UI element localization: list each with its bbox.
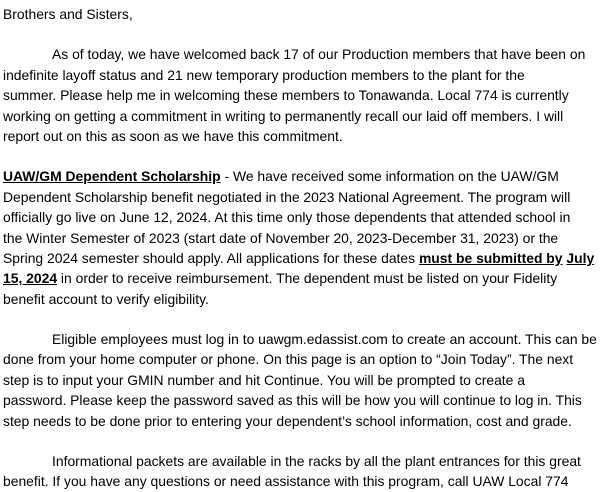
text-line xyxy=(3,248,595,268)
letter-page xyxy=(3,0,597,490)
text-line: benefit. If you have any questions or need assistance with this program, call UAW Local 774 xyxy=(3,473,569,490)
text-line: benefit account to verify eligibility. xyxy=(3,290,209,307)
text-line: summer. Please help me in welcoming these members to Tonawanda. Local 774 is currently xyxy=(3,87,569,104)
paragraph-login-steps xyxy=(3,329,595,431)
text-line: indefinite layoff status and 21 new temporary production members to the plant for the xyxy=(3,66,525,83)
text-line: working on getting a commitment in writing to permanently recall our laid off members. I will xyxy=(3,107,564,124)
paragraph-scholarship xyxy=(3,166,595,309)
text-line: Eligible employees must log in to uawgm.edassist.com to create an account. This can be xyxy=(52,331,597,348)
text-line: the Winter Semester of 2023 (start date of November 20, 2023-December 31, 2023) or the xyxy=(3,229,559,246)
text-span: in order to receive reimbursement. The dependent must be listed on your Fidelity xyxy=(57,270,558,287)
deadline-emphasis: must be submitted by xyxy=(418,249,563,266)
text-line: done from your home computer or phone. On this page is an option to “Join Today”. The next xyxy=(3,351,574,368)
text-line xyxy=(3,268,595,288)
text-line: As of today, we have welcomed back 17 of our Production members that have been on xyxy=(52,46,586,63)
text-line: step is to input your GMIN number and hit Continue. You will be prompted to create a xyxy=(3,371,525,388)
text-line: Informational packets are available in the racks by all the plant entrances for this great xyxy=(52,453,581,470)
deadline-date: July xyxy=(566,249,595,266)
scholarship-heading: UAW/GM Dependent Scholarship xyxy=(3,168,221,185)
salutation: Brothers and Sisters, xyxy=(3,6,133,22)
text-line: Dependent Scholarship benefit negotiated in the 2023 National Agreement. The program will xyxy=(3,188,571,205)
text-span: Spring 2024 semester should apply. All applications for these dates xyxy=(3,249,419,266)
paragraph-informational-packets xyxy=(3,451,595,492)
text-line xyxy=(3,166,595,186)
text-line: officially go live on June 12, 2024. At this time only those dependents that attended school in xyxy=(3,209,571,226)
paragraph-layoff-recall xyxy=(3,44,595,146)
deadline-date: 15, 2024 xyxy=(3,270,58,287)
text-line: password. Please keep the password saved as this will be how you will continue to log in. This xyxy=(3,392,582,409)
text-line: report out on this as soon as we have this commitment. xyxy=(3,127,343,144)
text-span: - We have received some information on the UAW/GM xyxy=(220,168,559,185)
text-line: step needs to be done prior to entering your dependent’s school information, cost and grade. xyxy=(3,412,572,429)
